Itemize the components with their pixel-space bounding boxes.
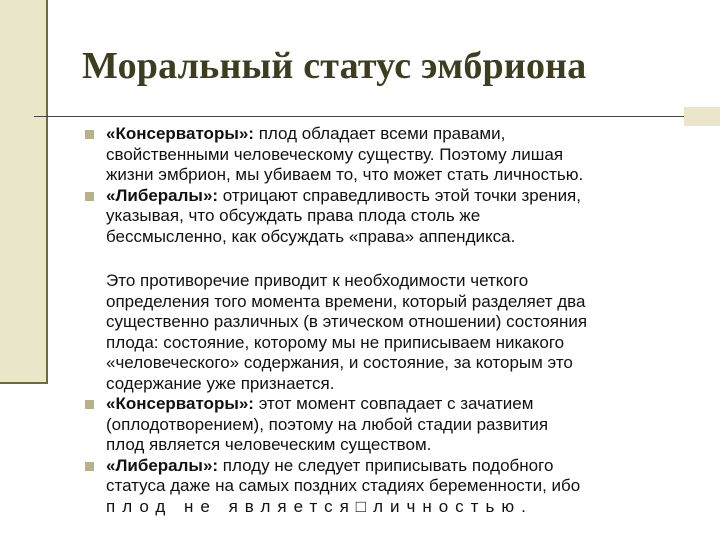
slide-body [84, 124, 704, 517]
item-lead: «Консерваторы»: [106, 394, 254, 413]
paragraph-line: плода: состояние, которому мы не приписываем никакого [106, 332, 565, 352]
item-text-spaced: личностью. [373, 496, 533, 516]
item-text-spaced: плод не является [106, 496, 356, 516]
paragraph-line: существенно различных (в этическом отношении) состояния [106, 312, 588, 331]
item-text: свойственными человеческому существу. Поэтому лишая [106, 144, 564, 164]
item-first-line [106, 394, 704, 415]
title-divider [34, 116, 720, 117]
item-text: плод обладает всеми правами, [253, 124, 506, 143]
item-first-line [106, 456, 704, 477]
item-text: плоду не следует приписывать подобного [218, 455, 554, 475]
list-item [84, 456, 704, 518]
body-paragraph [84, 271, 704, 394]
item-first-line [106, 186, 704, 207]
list-item [84, 124, 704, 186]
item-first-line [106, 124, 704, 145]
paragraph-line: определения того момента времени, который разделяет два [106, 291, 586, 311]
item-lead: «Консерваторы»: [106, 124, 254, 143]
bullet-square-icon [85, 130, 94, 139]
item-text: этот момент совпадает с зачатием [253, 394, 534, 413]
item-text: бессмысленно, как обсуждать «права» аппендикса. [106, 226, 516, 246]
list-item [84, 186, 704, 248]
missing-glyph-box-icon: □ [355, 496, 374, 516]
item-lead: «Либералы»: [106, 455, 219, 475]
item-text: отрицают справедливость этой точки зрения, [218, 185, 581, 205]
paragraph-line: «человеческого» содержания, и состояние, за которым это [106, 353, 573, 372]
left-accent-border [46, 0, 48, 384]
left-accent-bottom-border [0, 382, 48, 384]
item-text: указывая, что обсуждать права плода столь же [106, 206, 481, 225]
bullet-square-icon [85, 192, 94, 201]
item-last-line [106, 497, 704, 518]
slide-title: Моральный статус эмбриона [82, 45, 587, 87]
left-accent-band [0, 0, 46, 384]
bullet-square-icon [85, 462, 94, 471]
item-text: жизни эмбрион, мы убиваем то, что может стать личностью. [106, 165, 584, 184]
item-lead: «Либералы»: [106, 185, 219, 205]
bullet-square-icon [85, 400, 94, 409]
list-item [84, 394, 704, 456]
item-text: (оплодотворением), поэтому на любой стадии развития [106, 414, 549, 434]
item-text: статуса даже на самых поздних стадиях беременности, ибо [106, 476, 581, 495]
paragraph-line: содержание уже признается. [106, 373, 335, 393]
paragraph-line: Это противоречие приводит к необходимости четкого [106, 271, 529, 290]
item-text: плод является человеческим существом. [106, 435, 432, 454]
